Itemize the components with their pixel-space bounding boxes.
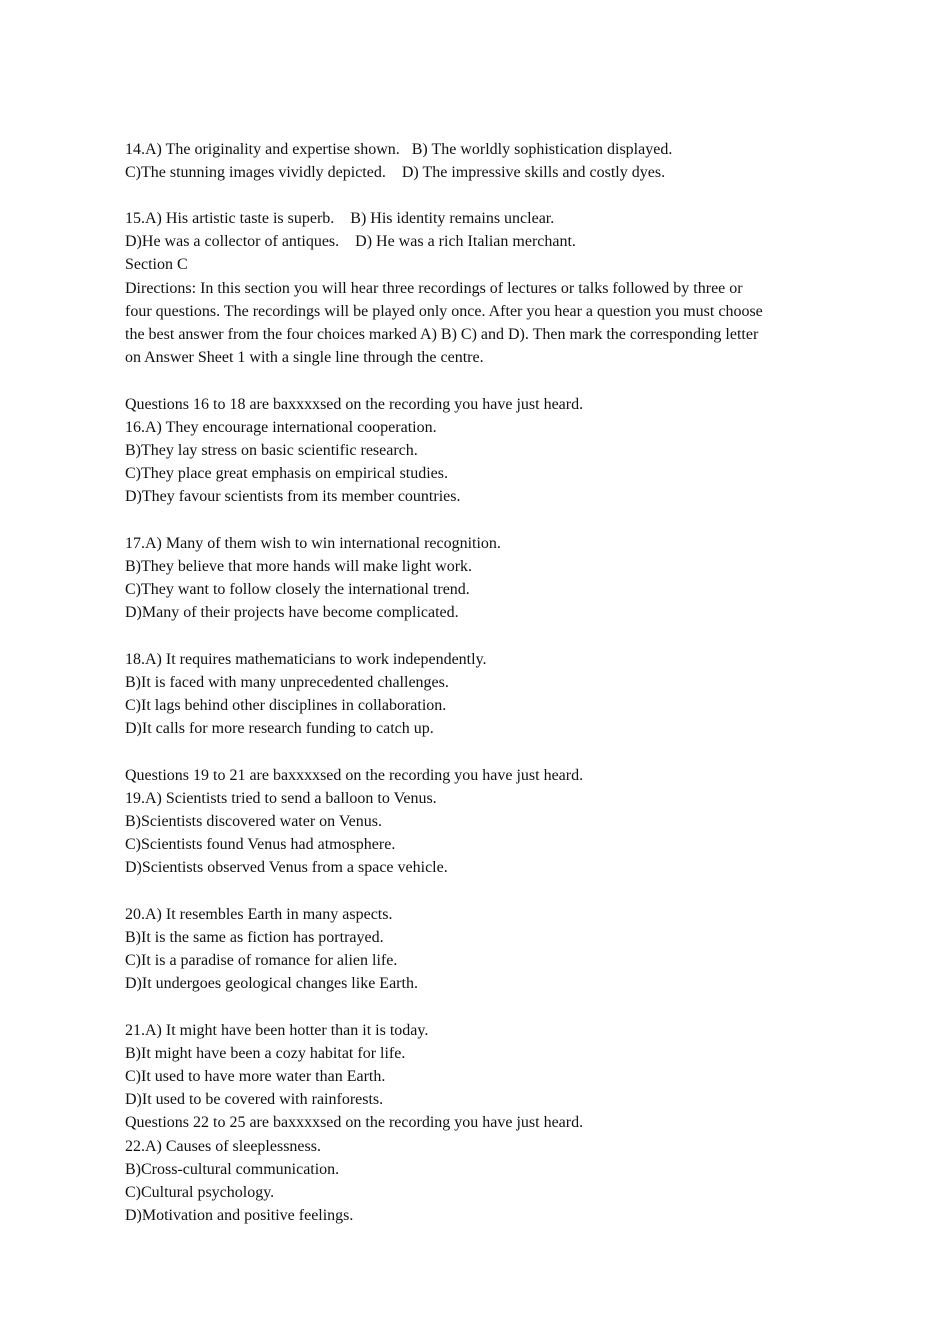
group-intro-19-21 (125, 764, 835, 787)
question-20-line: 20.A) It resembles Earth in many aspects. (125, 905, 393, 923)
directions (125, 277, 835, 370)
blank-line (125, 369, 835, 392)
question-15-line: D)He was a collector of antiques. D) He was a rich Italian merchant. (125, 233, 576, 251)
question-19-line: C)Scientists found Venus had atmosphere. (125, 836, 396, 854)
question-19 (125, 787, 835, 880)
question-22-line: B)Cross-cultural communication. (125, 1160, 340, 1178)
question-17-line: B)They believe that more hands will make light work. (125, 557, 473, 575)
question-18-line: D)It calls for more research funding to catch up. (125, 720, 434, 738)
document-page (125, 138, 835, 1228)
question-14-line: C)The stunning images vividly depicted. D) The impressive skills and costly dyes. (125, 163, 666, 181)
question-20-line: B)It is the same as fiction has portrayed. (125, 928, 384, 946)
blank-line (125, 509, 835, 532)
group-intro-22-25-line: Questions 22 to 25 are baxxxxsed on the recording you have just heard. (125, 1114, 584, 1132)
section-heading-line: Section C (125, 256, 188, 274)
question-21-line: 21.A) It might have been hotter than it is today. (125, 1021, 429, 1039)
question-21 (125, 1019, 835, 1112)
group-intro-16-18-line: Questions 16 to 18 are baxxxxsed on the recording you have just heard. (125, 395, 584, 413)
blank-line (125, 624, 835, 647)
directions-line: four questions. The recordings will be played only once. After you hear a question you must choose (125, 302, 763, 320)
question-22 (125, 1135, 835, 1228)
blank-line (125, 880, 835, 903)
question-18-line: 18.A) It requires mathematicians to work independently. (125, 650, 487, 668)
question-20 (125, 903, 835, 996)
blank-line (125, 184, 835, 207)
section-heading (125, 253, 835, 276)
question-21-line: D)It used to be covered with rainforests. (125, 1091, 384, 1109)
question-17-line: 17.A) Many of them wish to win international recognition. (125, 534, 501, 552)
blank-line (125, 995, 835, 1018)
question-22-line: 22.A) Causes of sleeplessness. (125, 1137, 321, 1155)
question-14-line: 14.A) The originality and expertise shown. B) The worldly sophistication displayed. (125, 140, 673, 158)
question-22-line: D)Motivation and positive feelings. (125, 1207, 354, 1225)
question-22-line: C)Cultural psychology. (125, 1183, 275, 1201)
question-16-line: C)They place great emphasis on empirical studies. (125, 465, 449, 483)
group-intro-22-25 (125, 1111, 835, 1134)
blank-line (125, 740, 835, 763)
question-17 (125, 532, 835, 625)
question-19-line: 19.A) Scientists tried to send a balloon to Venus. (125, 789, 437, 807)
question-20-line: D)It undergoes geological changes like Earth. (125, 975, 418, 993)
question-15-line: 15.A) His artistic taste is superb. B) His identity remains unclear. (125, 210, 555, 228)
question-17-line: C)They want to follow closely the international trend. (125, 581, 470, 599)
question-16-line: B)They lay stress on basic scientific research. (125, 441, 418, 459)
question-16 (125, 416, 835, 509)
question-18 (125, 648, 835, 741)
question-18-line: B)It is faced with many unprecedented challenges. (125, 673, 449, 691)
question-18-line: C)It lags behind other disciplines in collaboration. (125, 697, 447, 714)
directions-line: the best answer from the four choices marked A) B) C) and D). Then mark the corresponding letter (125, 326, 759, 343)
question-16-line: D)They favour scientists from its member countries. (125, 488, 461, 506)
group-intro-19-21-line: Questions 19 to 21 are baxxxxsed on the recording you have just heard. (125, 766, 584, 784)
group-intro-16-18 (125, 393, 835, 416)
question-21-line: B)It might have been a cozy habitat for life. (125, 1044, 406, 1062)
question-19-line: D)Scientists observed Venus from a space vehicle. (125, 859, 448, 877)
question-19-line: B)Scientists discovered water on Venus. (125, 812, 382, 830)
question-20-line: C)It is a paradise of romance for alien life. (125, 952, 398, 970)
directions-line: Directions: In this section you will hear three recordings of lectures or talks followed by three or (125, 279, 743, 297)
question-21-line: C)It used to have more water than Earth. (125, 1068, 386, 1085)
question-15 (125, 207, 835, 253)
question-16-line: 16.A) They encourage international cooperation. (125, 418, 437, 436)
question-17-line: D)Many of their projects have become complicated. (125, 604, 459, 622)
question-14 (125, 138, 835, 184)
directions-line: on Answer Sheet 1 with a single line through the centre. (125, 349, 484, 367)
